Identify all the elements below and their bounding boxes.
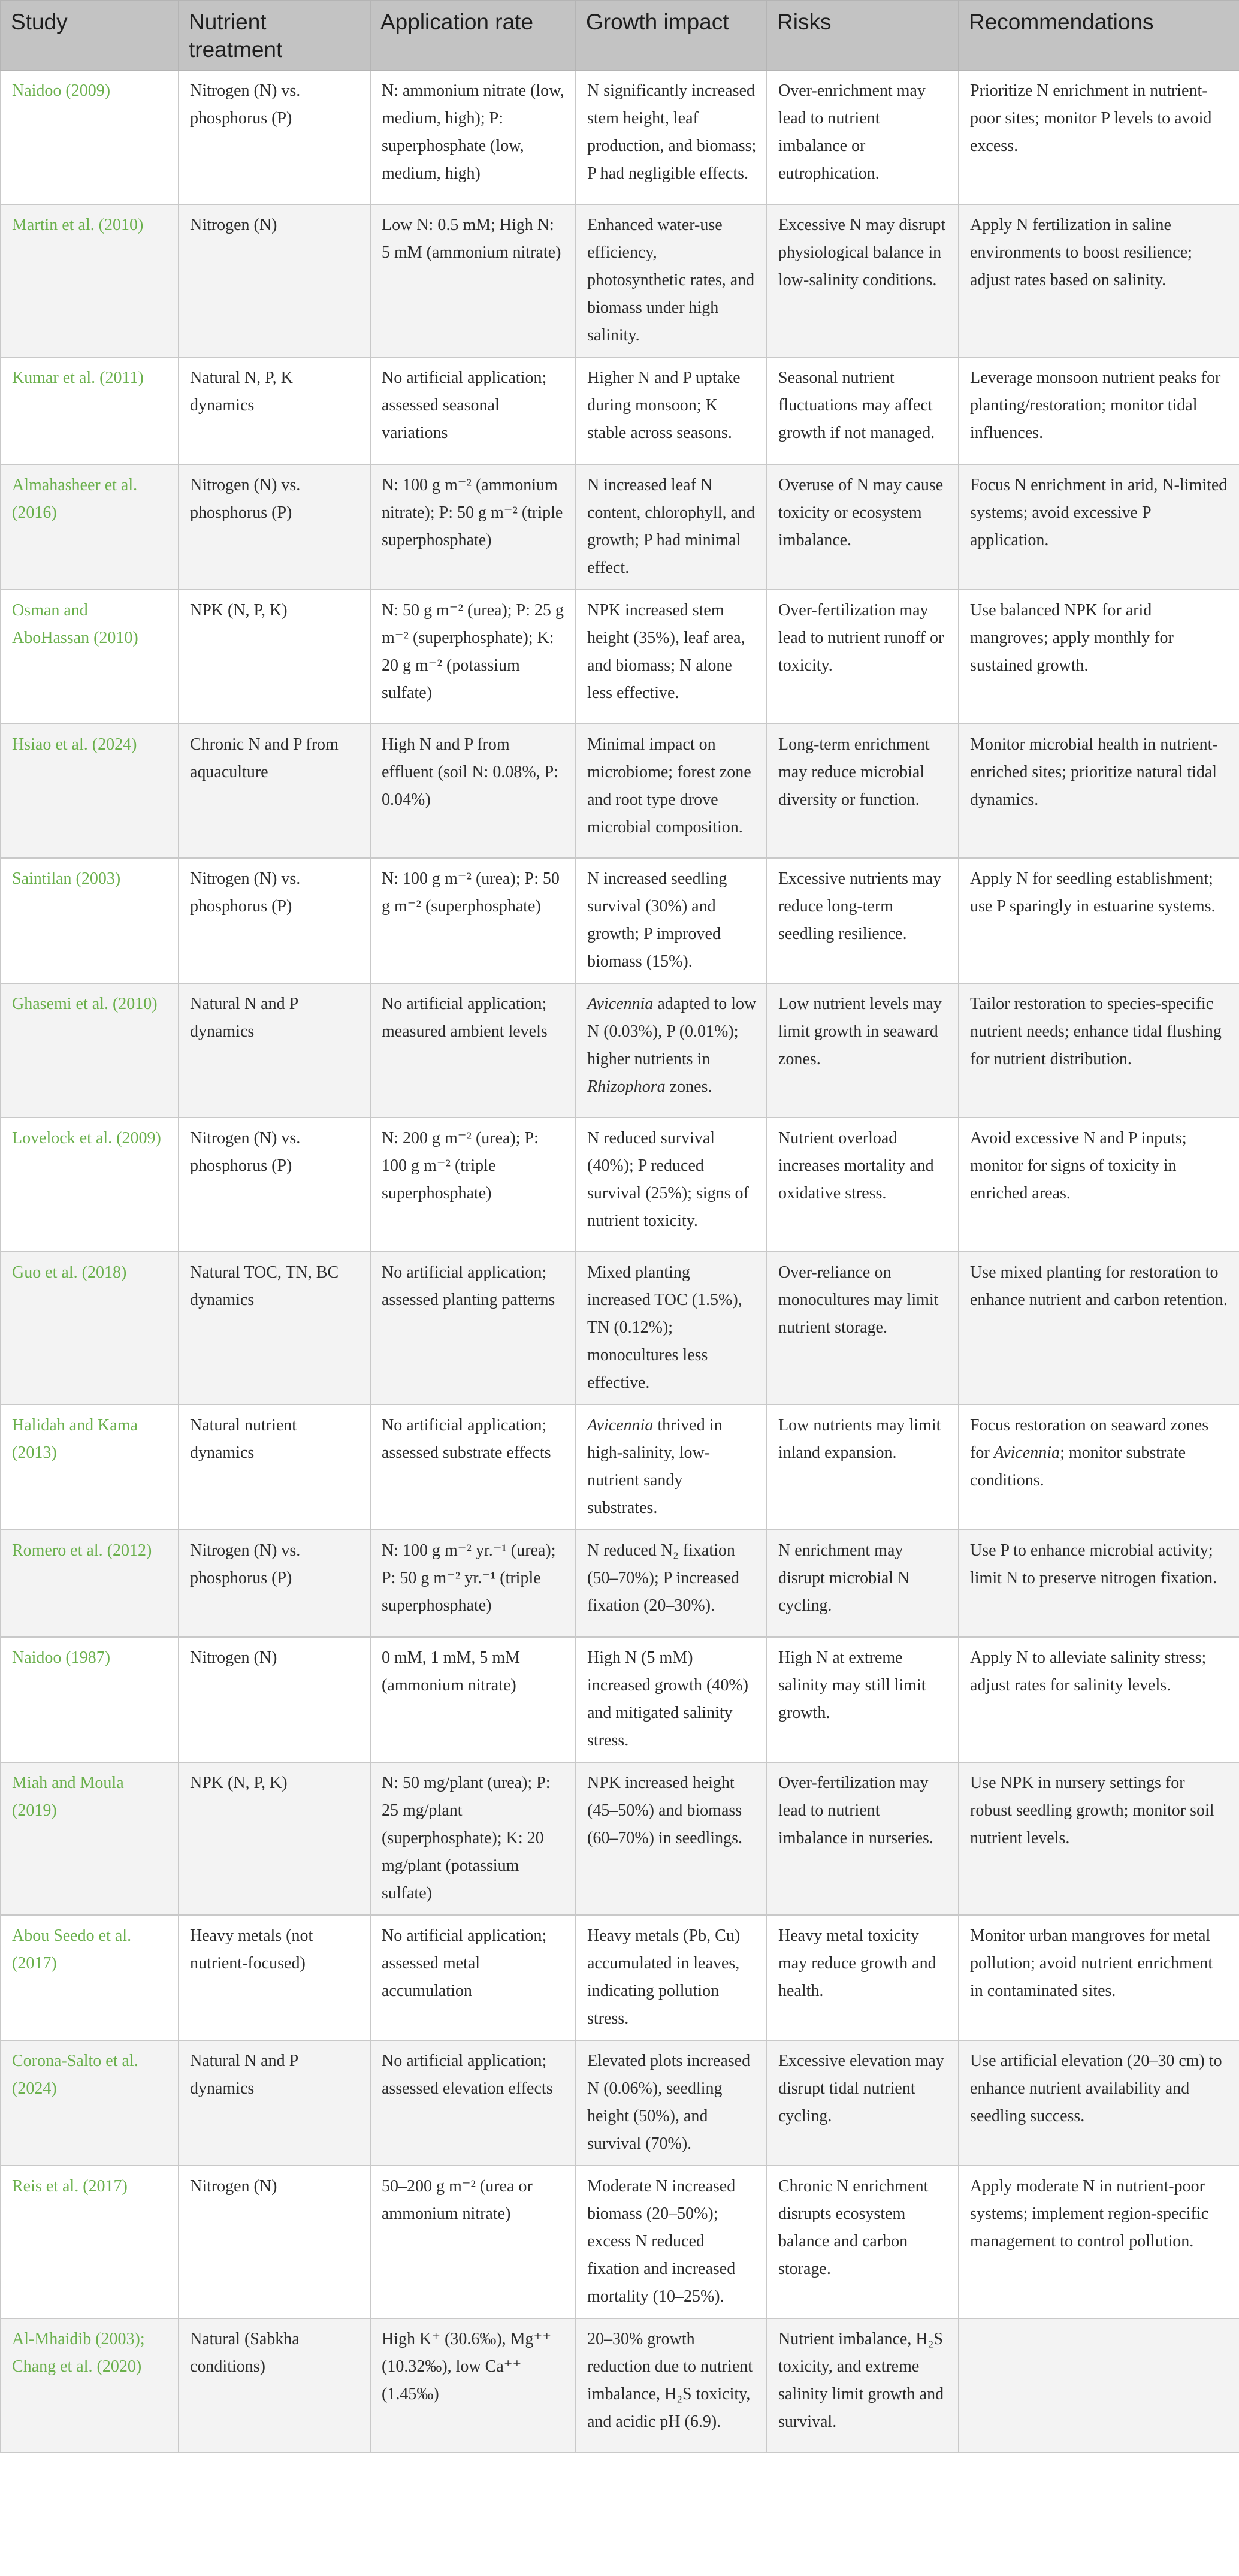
study-link[interactable]: Abou Seedo et al. (2017) [1,1915,179,2040]
table-row [1,1405,1239,1530]
recommendations-cell: Prioritize N enrichment in nutrient-poor sites; monitor P levels to avoid excess. [959,70,1239,204]
risks-cell: Over-enrichment may lead to nutrient imbalance or eutrophication. [767,70,959,204]
table-row [1,204,1239,357]
treatment-cell: Natural (Sabkha conditions) [179,2318,370,2453]
risks-cell: Low nutrients may limit inland expansion. [767,1405,959,1530]
study-link[interactable]: Halidah and Kama (2013) [1,1405,179,1530]
rate-cell: N: ammonium nitrate (low, medium, high); P: superphosphate (low, medium, high) [370,70,576,204]
study-link[interactable]: Saintilan (2003) [1,858,179,983]
risks-cell: Low nutrient levels may limit growth in seaward zones. [767,983,959,1118]
treatment-cell: Natural N, P, K dynamics [179,357,370,464]
risks-cell: Long-term enrichment may reduce microbial diversity or function. [767,724,959,858]
treatment-cell: Natural N and P dynamics [179,2040,370,2166]
rate-cell: No artificial application; assessed metal accumulation [370,1915,576,2040]
treatment-cell: NPK (N, P, K) [179,590,370,724]
recommendations-cell [959,2318,1239,2453]
risks-cell: Chronic N enrichment disrupts ecosystem balance and carbon storage. [767,2166,959,2318]
impact-cell [576,983,767,1118]
rate-cell: Low N: 0.5 mM; High N: 5 mM (ammonium nitrate) [370,204,576,357]
study-link[interactable]: Miah and Moula (2019) [1,1762,179,1915]
study-link[interactable]: Almahasheer et al. (2016) [1,464,179,590]
impact-cell: N increased leaf N content, chlorophyll, and growth; P had minimal effect. [576,464,767,590]
recommendations-cell: Apply moderate N in nutrient-poor systems; implement region-specific management to control pollution. [959,2166,1239,2318]
risks-cell: Excessive N may disrupt physiological balance in low-salinity conditions. [767,204,959,357]
header-application-rate: Application rate [370,1,576,70]
study-link[interactable]: Naidoo (1987) [1,1637,179,1762]
recommendations-cell: Avoid excessive N and P inputs; monitor for signs of toxicity in enriched areas. [959,1118,1239,1252]
treatment-cell: Natural N and P dynamics [179,983,370,1118]
treatment-cell: Natural TOC, TN, BC dynamics [179,1252,370,1405]
risks-cell: Seasonal nutrient fluctuations may affect growth if not managed. [767,357,959,464]
table-row [1,724,1239,858]
treatment-cell: Nitrogen (N) [179,204,370,357]
species-name: Avicennia [587,1416,654,1435]
treatment-cell: Heavy metals (not nutrient-focused) [179,1915,370,2040]
table-row [1,858,1239,983]
impact-cell: N increased seedling survival (30%) and growth; P improved biomass (15%). [576,858,767,983]
treatment-cell: Nitrogen (N) vs. phosphorus (P) [179,464,370,590]
rate-cell: N: 50 mg/plant (urea); P: 25 mg/plant (superphosphate); K: 20 mg/plant (potassium sulfate) [370,1762,576,1915]
rate-cell: High K⁺ (30.6‰), Mg⁺⁺ (10.32‰), low Ca⁺⁺ (1.45‰) [370,2318,576,2453]
header-risks: Risks [767,1,959,70]
study-link[interactable]: Guo et al. (2018) [1,1252,179,1405]
table-row [1,1762,1239,1915]
recommendations-cell: Use mixed planting for restoration to enhance nutrient and carbon retention. [959,1252,1239,1405]
table-row [1,1637,1239,1762]
impact-text: zones. [665,1077,712,1096]
recommendations-cell: Monitor urban mangroves for metal pollution; avoid nutrient enrichment in contaminated sites. [959,1915,1239,2040]
rate-cell: N: 100 g m⁻² (ammonium nitrate); P: 50 g m⁻² (triple superphosphate) [370,464,576,590]
risks-cell: Over-reliance on monocultures may limit nutrient storage. [767,1252,959,1405]
study-link[interactable]: Naidoo (2009) [1,70,179,204]
treatment-cell: Nitrogen (N) vs. phosphorus (P) [179,1530,370,1637]
study-link[interactable]: Osman and AboHassan (2010) [1,590,179,724]
impact-cell: N reduced N₂ fixation (50–70%); P increased fixation (20–30%). [576,1530,767,1637]
risks-cell: Excessive nutrients may reduce long-term seedling resilience. [767,858,959,983]
recommendations-cell: Apply N to alleviate salinity stress; adjust rates for salinity levels. [959,1637,1239,1762]
risks-cell: Nutrient imbalance, H₂S toxicity, and extreme salinity limit growth and survival. [767,2318,959,2453]
study-link[interactable]: Al-Mhaidib (2003); Chang et al. (2020) [1,2318,179,2453]
risks-cell: Over-fertilization may lead to nutrient runoff or toxicity. [767,590,959,724]
rate-cell: No artificial application; assessed elevation effects [370,2040,576,2166]
treatment-cell: Nitrogen (N) [179,2166,370,2318]
header-growth-impact: Growth impact [576,1,767,70]
table-row [1,464,1239,590]
recommendations-cell [959,1405,1239,1530]
impact-cell: High N (5 mM) increased growth (40%) and mitigated salinity stress. [576,1637,767,1762]
impact-cell: Mixed planting increased TOC (1.5%), TN (0.12%); monocultures less effective. [576,1252,767,1405]
study-link[interactable]: Hsiao et al. (2024) [1,724,179,858]
impact-cell: Higher N and P uptake during monsoon; K stable across seasons. [576,357,767,464]
treatment-cell: NPK (N, P, K) [179,1762,370,1915]
study-link[interactable]: Romero et al. (2012) [1,1530,179,1637]
impact-cell: NPK increased stem height (35%), leaf area, and biomass; N alone less effective. [576,590,767,724]
table-row [1,357,1239,464]
impact-cell: Heavy metals (Pb, Cu) accumulated in leaves, indicating pollution stress. [576,1915,767,2040]
risks-cell: High N at extreme salinity may still limit growth. [767,1637,959,1762]
rate-cell: High N and P from effluent (soil N: 0.08%, P: 0.04%) [370,724,576,858]
header-study: Study [1,1,179,70]
recommendations-cell: Focus N enrichment in arid, N-limited systems; avoid excessive P application. [959,464,1239,590]
impact-cell: N reduced survival (40%); P reduced survival (25%); signs of nutrient toxicity. [576,1118,767,1252]
recommendations-cell: Use artificial elevation (20–30 cm) to enhance nutrient availability and seedling success. [959,2040,1239,2166]
impact-cell [576,1405,767,1530]
rate-cell: 0 mM, 1 mM, 5 mM (ammonium nitrate) [370,1637,576,1762]
header-nutrient-treatment: Nutrient treatment [179,1,370,70]
header-recommendations: Recommendations [959,1,1239,70]
risks-cell: N enrichment may disrupt microbial N cycling. [767,1530,959,1637]
rate-cell: N: 50 g m⁻² (urea); P: 25 g m⁻² (superphosphate); K: 20 g m⁻² (potassium sulfate) [370,590,576,724]
table-row [1,70,1239,204]
table-row [1,1118,1239,1252]
study-link[interactable]: Reis et al. (2017) [1,2166,179,2318]
recommendations-cell: Tailor restoration to species-specific nutrient needs; enhance tidal flushing for nutrient distribution. [959,983,1239,1118]
study-link[interactable]: Ghasemi et al. (2010) [1,983,179,1118]
rate-cell: No artificial application; assessed planting patterns [370,1252,576,1405]
table-row [1,2166,1239,2318]
species-name: Rhizophora [587,1077,666,1096]
header-row [1,1,1239,70]
study-link[interactable]: Corona-Salto et al. (2024) [1,2040,179,2166]
impact-text: adapted to low N (0.03%), P (0.01%); higher nutrients in [587,995,757,1068]
impact-cell: Elevated plots increased N (0.06%), seedling height (50%), and survival (70%). [576,2040,767,2166]
impact-cell: Enhanced water-use efficiency, photosynthetic rates, and biomass under high salinity. [576,204,767,357]
risks-cell: Over-fertilization may lead to nutrient imbalance in nurseries. [767,1762,959,1915]
recommendations-cell: Use balanced NPK for arid mangroves; apply monthly for sustained growth. [959,590,1239,724]
risks-cell: Heavy metal toxicity may reduce growth and health. [767,1915,959,2040]
treatment-cell: Natural nutrient dynamics [179,1405,370,1530]
treatment-cell: Chronic N and P from aquaculture [179,724,370,858]
recommendation-text: ; monitor substrate conditions. [970,1443,1186,1490]
recommendations-cell: Use NPK in nursery settings for robust seedling growth; monitor soil nutrient levels. [959,1762,1239,1915]
table-row [1,590,1239,724]
species-name: Avicennia [587,995,654,1013]
study-link[interactable]: Kumar et al. (2011) [1,357,179,464]
rate-cell: 50–200 g m⁻² (urea or ammonium nitrate) [370,2166,576,2318]
recommendations-cell: Leverage monsoon nutrient peaks for planting/restoration; monitor tidal influences. [959,357,1239,464]
study-link[interactable]: Lovelock et al. (2009) [1,1118,179,1252]
treatment-cell: Nitrogen (N) vs. phosphorus (P) [179,1118,370,1252]
risks-cell: Nutrient overload increases mortality and oxidative stress. [767,1118,959,1252]
treatment-cell: Nitrogen (N) vs. phosphorus (P) [179,858,370,983]
recommendations-cell: Use P to enhance microbial activity; limit N to preserve nitrogen fixation. [959,1530,1239,1637]
impact-cell: NPK increased height (45–50%) and biomass (60–70%) in seedlings. [576,1762,767,1915]
risks-cell: Excessive elevation may disrupt tidal nutrient cycling. [767,2040,959,2166]
table-row [1,983,1239,1118]
table-row [1,1252,1239,1405]
rate-cell: N: 100 g m⁻² yr.⁻¹ (urea); P: 50 g m⁻² yr.⁻¹ (triple superphosphate) [370,1530,576,1637]
impact-cell: Minimal impact on microbiome; forest zone and root type drove microbial composition. [576,724,767,858]
impact-cell: 20–30% growth reduction due to nutrient imbalance, H₂S toxicity, and acidic pH (6.9). [576,2318,767,2453]
recommendation-text: Focus restoration on seaward zones for [970,1416,1209,1462]
rate-cell: No artificial application; measured ambient levels [370,983,576,1118]
risks-cell: Overuse of N may cause toxicity or ecosystem imbalance. [767,464,959,590]
table-row [1,1915,1239,2040]
impact-cell: N significantly increased stem height, leaf production, and biomass; P had negligible effects. [576,70,767,204]
rate-cell: No artificial application; assessed substrate effects [370,1405,576,1530]
recommendations-cell: Apply N for seedling establishment; use P sparingly in estuarine systems. [959,858,1239,983]
table-row [1,2040,1239,2166]
table-row [1,1530,1239,1637]
recommendations-cell: Apply N fertilization in saline environments to boost resilience; adjust rates based on salinity. [959,204,1239,357]
impact-text: thrived in high-salinity, low-nutrient sandy substrates. [587,1416,723,1517]
rate-cell: N: 200 g m⁻² (urea); P: 100 g m⁻² (triple superphosphate) [370,1118,576,1252]
recommendations-cell: Monitor microbial health in nutrient-enriched sites; prioritize natural tidal dynamics. [959,724,1239,858]
species-name: Avicennia [993,1443,1060,1462]
rate-cell: No artificial application; assessed seasonal variations [370,357,576,464]
treatment-cell: Nitrogen (N) vs. phosphorus (P) [179,70,370,204]
treatment-cell: Nitrogen (N) [179,1637,370,1762]
impact-cell: Moderate N increased biomass (20–50%); excess N reduced fixation and increased mortality (10–25%). [576,2166,767,2318]
rate-cell: N: 100 g m⁻² (urea); P: 50 g m⁻² (superphosphate) [370,858,576,983]
study-link[interactable]: Martin et al. (2010) [1,204,179,357]
table-row [1,2318,1239,2453]
